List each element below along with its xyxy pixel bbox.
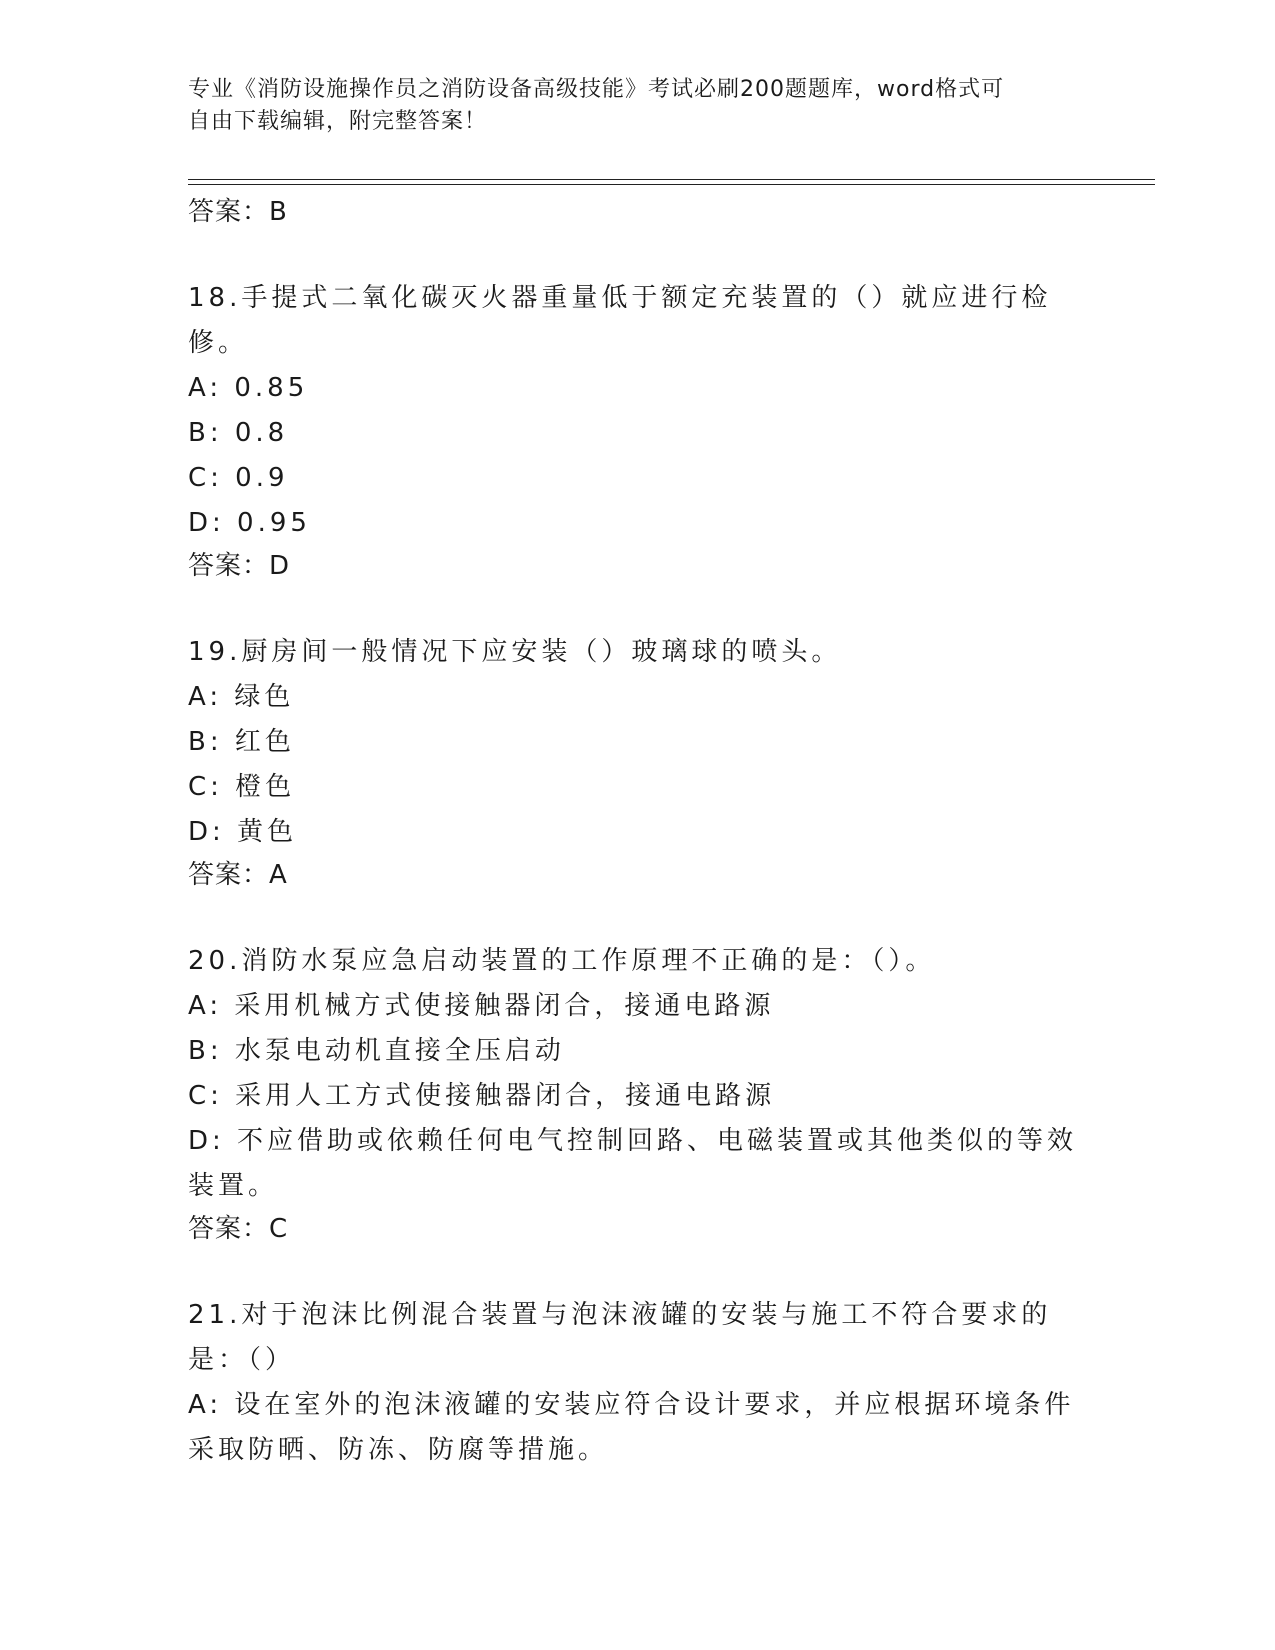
option-d: D: 0.95 xyxy=(188,508,311,538)
option-a: A: 0.85 xyxy=(188,373,309,403)
option-d: D: 黄色 xyxy=(188,817,298,847)
option-d: D: 不应借助或依赖任何电气控制回路、电磁装置或其他类似的等效装置。 xyxy=(188,1126,1078,1201)
option-b: B: 红色 xyxy=(188,727,295,757)
question-21 xyxy=(188,1293,1088,1473)
answer: 答案：D xyxy=(188,551,291,581)
answer: 答案：A xyxy=(188,860,288,890)
option-a: A: 采用机械方式使接触器闭合，接通电路源 xyxy=(188,991,775,1021)
option-b: B: 0.8 xyxy=(188,418,289,448)
question-20 xyxy=(188,939,1088,1249)
header-line-1: 专业《消防设施操作员之消防设备高级技能》考试必刷200题题库，word格式可 xyxy=(188,77,1005,102)
option-c: C: 0.9 xyxy=(188,463,289,493)
question-18 xyxy=(188,276,1088,586)
option-b: B: 水泵电动机直接全压启动 xyxy=(188,1036,565,1066)
header-line-2: 自由下载编辑，附完整答案！ xyxy=(188,109,488,134)
option-c: C: 采用人工方式使接触器闭合，接通电路源 xyxy=(188,1081,776,1111)
document-header xyxy=(188,74,1088,138)
question-list xyxy=(188,192,1088,1473)
header-divider-bottom xyxy=(188,184,1155,185)
option-a: A: 绿色 xyxy=(188,682,295,712)
question-text: 21.对于泡沫比例混合装置与泡沫液罐的安装与施工不符合要求的是：（） xyxy=(188,1300,1052,1375)
question-text: 18.手提式二氧化碳灭火器重量低于额定充装置的（）就应进行检修。 xyxy=(188,283,1052,358)
header-divider-top xyxy=(188,179,1155,180)
option-a: A: 设在室外的泡沫液罐的安装应符合设计要求，并应根据环境条件采取防晒、防冻、防腐等措施。 xyxy=(188,1390,1075,1465)
previous-answer: 答案：B xyxy=(188,197,288,227)
question-19 xyxy=(188,630,1088,895)
option-c: C: 橙色 xyxy=(188,772,296,802)
answer: 答案：C xyxy=(188,1214,289,1244)
question-text: 20.消防水泵应急启动装置的工作原理不正确的是：（）。 xyxy=(188,946,936,976)
question-text: 19.厨房间一般情况下应安装（）玻璃球的喷头。 xyxy=(188,637,842,667)
